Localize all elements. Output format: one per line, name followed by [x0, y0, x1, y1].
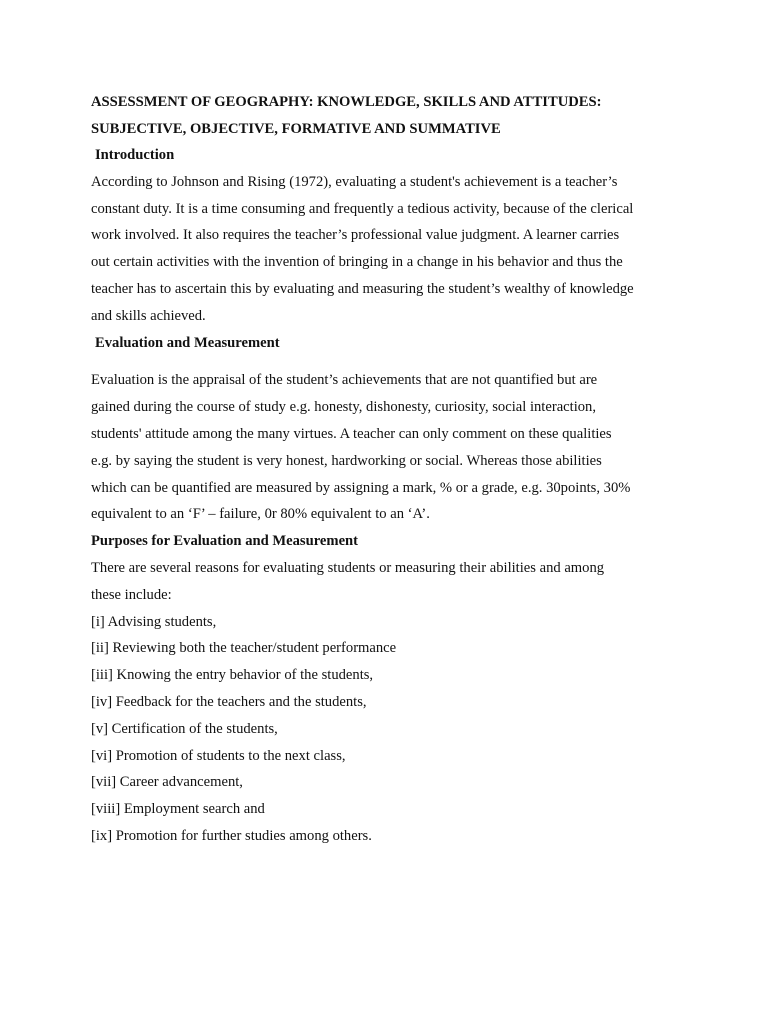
list-item: [viii] Employment search and: [91, 801, 265, 818]
document-page: [91, 89, 636, 850]
list-item: [ix] Promotion for further studies among others.: [91, 827, 372, 844]
list-item: [ii] Reviewing both the teacher/student performance: [91, 640, 397, 657]
document-title-line-1: ASSESSMENT OF GEOGRAPHY: KNOWLEDGE, SKILLS AND ATTITUDES:: [91, 94, 602, 110]
list-item: [v] Certification of the students,: [91, 720, 278, 737]
list-item: [vi] Promotion of students to the next class,: [91, 747, 346, 764]
document-title-line-2: SUBJECTIVE, OBJECTIVE, FORMATIVE AND SUMMATIVE: [91, 120, 501, 137]
evaluation-heading: Evaluation and Measurement: [95, 334, 280, 351]
purposes-heading: Purposes for Evaluation and Measurement: [91, 533, 359, 550]
list-item: [vii] Career advancement,: [91, 774, 243, 791]
list-item: [iii] Knowing the entry behavior of the students,: [91, 667, 374, 684]
purposes-intro: There are several reasons for evaluating students or measuring their abilities and among these include:: [91, 559, 605, 603]
list-item: [i] Advising students,: [91, 613, 217, 630]
introduction-heading: Introduction: [95, 147, 175, 163]
list-item: [iv] Feedback for the teachers and the students,: [91, 693, 367, 710]
introduction-paragraph: According to Johnson and Rising (1972), evaluating a student's achievement is a teacher’s constant duty. It is a time consuming and frequently a tedious activity, because of the clerical work involved. It also requires the teacher’s professional value judgment. A learner carries out certain activities with the invention of bringing in a change in his behavior and thus the teacher has to ascertain this by evaluating and measuring the student’s wealthy of knowledge and skills achieved.: [91, 173, 634, 324]
evaluation-paragraph: Evaluation is the appraisal of the student’s achievements that are not quantified but are gained during the course of study e.g. honesty, dishonesty, curiosity, social interaction, students' attitude among the many virtues. A teacher can only comment on these qualities e.g. by saying the student is very honest, hardworking or social. Whereas those abilities which can be quantified are measured by assigning a mark, % or a grade, e.g. 30points, 30% equivalent to an ‘F’ – failure, 0r 80% equivalent to an ‘A’.: [91, 372, 631, 523]
purposes-list: [91, 609, 636, 850]
